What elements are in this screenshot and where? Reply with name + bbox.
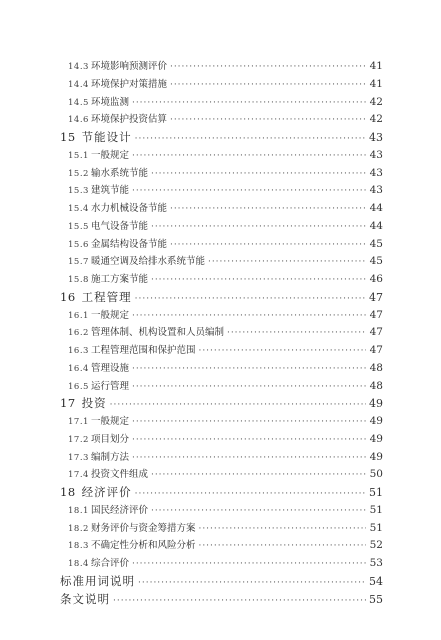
toc-entry-15-8[interactable] (68, 271, 383, 287)
toc-entry-page: 41 (369, 60, 383, 72)
toc-entry-14-5[interactable] (68, 94, 383, 110)
toc-entry-title: 一般规定 (90, 309, 129, 321)
toc-entry-number: 14.3 (68, 62, 89, 72)
toc-entry-15-1[interactable] (68, 147, 383, 163)
toc-leader-dots (132, 559, 366, 569)
toc-entry-title: 不确定性分析和风险分析 (90, 540, 196, 552)
toc-leader-dots (151, 470, 366, 480)
toc-entry-number: 18.1 (68, 505, 89, 516)
toc-entry-number: 18.2 (68, 523, 89, 534)
toc-entry-item-29[interactable] (60, 573, 383, 591)
toc-entry-page: 44 (369, 219, 383, 232)
toc-entry-page: 49 (369, 397, 383, 411)
toc-entry-number: 16.2 (68, 328, 89, 339)
toc-entry-title: 财务评价与资金筹措方案 (90, 522, 196, 534)
toc-entry-number: 15.1 (68, 150, 89, 161)
toc-leader-dots (170, 240, 366, 250)
toc-entry-18-4[interactable] (68, 555, 383, 571)
toc-entry-17-3[interactable] (68, 449, 383, 465)
toc-entry-17-2[interactable] (68, 431, 383, 447)
toc-entry-14-4[interactable] (68, 76, 383, 92)
toc-leader-dots (151, 275, 366, 285)
toc-entry-15-5[interactable] (68, 218, 383, 234)
toc-leader-dots (135, 294, 366, 304)
toc-entry-18[interactable] (60, 484, 383, 502)
toc-leader-dots (198, 541, 366, 551)
toc-entry-number: 15.3 (68, 186, 89, 197)
toc-entry-page: 50 (369, 468, 383, 481)
toc-entry-title: 管理体制、机构设置和人员编制 (90, 327, 224, 339)
toc-entry-title: 施工方案节能 (90, 274, 148, 285)
toc-entry-title: 工程管理 (81, 289, 132, 304)
toc-entry-number: 16.4 (68, 363, 89, 374)
toc-leader-dots (151, 506, 366, 516)
toc-leader-dots (170, 115, 366, 125)
toc-entry-page: 47 (369, 308, 383, 321)
toc-entry-number: 15.8 (68, 275, 89, 285)
toc-entry-number: 16.5 (68, 381, 89, 392)
toc-entry-14-3[interactable] (68, 58, 383, 74)
toc-leader-dots (208, 257, 366, 267)
toc-entry-16-5[interactable] (68, 378, 383, 394)
toc-entry-16-1[interactable] (68, 307, 383, 323)
toc-entry-title: 标准用词说明 (60, 573, 135, 588)
toc-entry-15[interactable] (60, 129, 383, 147)
toc-entry-page: 47 (369, 290, 383, 304)
toc-entry-title: 建筑节能 (90, 185, 129, 197)
toc-entry-title: 水力机械设备节能 (90, 203, 167, 214)
toc-entry-18-2[interactable] (68, 520, 383, 536)
toc-entry-title: 环境监测 (90, 96, 129, 108)
toc-entry-number: 15.2 (68, 168, 89, 179)
toc-entry-number: 14.5 (68, 97, 89, 108)
toc-entry-number: 15.6 (68, 239, 89, 250)
toc-entry-18-1[interactable] (68, 502, 383, 518)
toc-entry-page: 41 (369, 77, 383, 90)
toc-entry-page: 44 (369, 202, 383, 214)
toc-entry-number: 17 (60, 396, 76, 411)
toc-entry-page: 47 (369, 326, 383, 339)
toc-leader-dots (135, 134, 366, 144)
toc-entry-page: 42 (369, 113, 383, 126)
toc-entry-title: 编制方法 (90, 451, 129, 463)
toc-leader-dots (132, 417, 366, 427)
toc-entry-page: 49 (369, 415, 383, 427)
toc-entry-page: 43 (369, 184, 383, 197)
toc-leader-dots (227, 328, 366, 338)
toc-entry-page: 43 (369, 166, 383, 179)
toc-entry-number: 16 (60, 289, 76, 304)
toc-entry-page: 48 (369, 379, 383, 392)
toc-leader-dots (132, 151, 366, 161)
toc-entry-title: 投资 (81, 396, 107, 411)
toc-entry-number: 15.5 (68, 221, 89, 232)
toc-entry-number: 18.4 (68, 559, 89, 569)
toc-entry-16-3[interactable] (68, 342, 383, 358)
toc-entry-number: 15.7 (68, 257, 89, 268)
toc-entry-page: 55 (369, 592, 383, 606)
toc-entry-title: 国民经济评价 (90, 504, 148, 516)
toc-entry-page: 53 (369, 557, 383, 569)
toc-entry-page: 51 (369, 486, 383, 499)
toc-entry-number: 16.1 (68, 310, 89, 321)
toc-leader-dots (170, 204, 366, 214)
toc-entry-page: 51 (369, 521, 383, 534)
toc-leader-dots (110, 400, 366, 410)
toc-leader-dots (170, 62, 366, 72)
toc-entry-15-2[interactable] (68, 165, 383, 181)
toc-entry-number: 17.4 (68, 470, 89, 481)
toc-entry-title: 运行管理 (90, 380, 129, 392)
toc-entry-17[interactable] (60, 395, 383, 413)
toc-entry-16-2[interactable] (68, 324, 383, 340)
toc-entry-title: 经济评价 (81, 485, 132, 499)
toc-entry-title: 工程管理范围和保护范围 (90, 345, 196, 356)
toc-entry-number: 18.3 (68, 541, 89, 552)
toc-leader-dots (113, 596, 366, 606)
toc-entry-page: 51 (369, 503, 383, 516)
toc-entry-page: 42 (369, 95, 383, 108)
toc-leader-dots (132, 435, 366, 445)
toc-entry-title: 环境保护对策措施 (90, 78, 167, 90)
toc-entry-number: 17.2 (68, 434, 89, 445)
toc-leader-dots (135, 489, 366, 499)
toc-entry-title: 一般规定 (90, 149, 129, 161)
toc-entry-title: 环境保护投资估算 (90, 114, 167, 126)
toc-entry-title: 节能设计 (81, 130, 132, 144)
toc-entry-page: 45 (369, 255, 383, 268)
toc-leader-dots (151, 222, 366, 232)
toc-leader-dots (132, 311, 366, 321)
toc-entry-16[interactable] (60, 289, 383, 307)
toc-entry-title: 投资文件组成 (90, 469, 148, 481)
toc-entry-page: 52 (369, 539, 383, 552)
toc-entry-page: 49 (369, 432, 383, 445)
toc-leader-dots (198, 346, 366, 356)
toc-entry-title: 一般规定 (90, 416, 129, 427)
toc-entry-number: 14.4 (68, 79, 89, 90)
toc-leader-dots (132, 186, 366, 196)
toc-entry-title: 输水系统节能 (90, 167, 148, 179)
toc-leader-dots (151, 169, 366, 179)
toc-entry-number: 15.4 (68, 204, 89, 214)
toc-entry-item-30[interactable] (60, 591, 383, 609)
toc-entry-number: 16.3 (68, 346, 89, 356)
toc-entry-16-4[interactable] (68, 360, 383, 376)
toc-entry-17-4[interactable] (68, 466, 383, 482)
toc-entry-page: 49 (369, 450, 383, 463)
toc-entry-15-4[interactable] (68, 200, 383, 216)
toc-leader-dots (132, 453, 366, 463)
toc-entry-title: 金属结构设备节能 (90, 238, 167, 250)
toc-entry-page: 47 (369, 344, 383, 356)
toc-entry-page: 43 (369, 131, 383, 144)
toc-leader-dots (132, 364, 366, 374)
toc-entry-title: 环境影响预测评价 (90, 61, 167, 72)
toc-entry-15-3[interactable] (68, 182, 383, 198)
toc-entry-title: 暖通空调及给排水系统节能 (90, 256, 205, 268)
toc-entry-15-6[interactable] (68, 236, 383, 252)
toc-entry-title: 综合评价 (90, 558, 129, 569)
toc-entry-page: 54 (369, 574, 383, 588)
toc-entry-14-6[interactable] (68, 111, 383, 127)
toc-entry-18-3[interactable] (68, 537, 383, 553)
toc-entry-number: 17.3 (68, 452, 89, 463)
toc-entry-page: 43 (369, 148, 383, 161)
toc-leader-dots (170, 80, 366, 90)
toc-entry-number: 18 (60, 485, 76, 499)
toc-entry-title: 条文说明 (60, 591, 110, 606)
toc-entry-15-7[interactable] (68, 253, 383, 269)
toc-leader-dots (132, 98, 366, 108)
toc-leader-dots (138, 578, 366, 588)
toc-entry-17-1[interactable] (68, 413, 383, 429)
toc-entry-page: 46 (369, 273, 383, 285)
toc-entry-page: 45 (369, 237, 383, 250)
toc-entry-title: 项目划分 (90, 433, 129, 445)
toc-entry-title: 管理设施 (90, 362, 129, 374)
toc-entry-number: 15 (60, 130, 76, 144)
toc-entry-title: 电气设备节能 (90, 220, 148, 232)
toc-entry-number: 17.1 (68, 417, 89, 427)
toc-entry-page: 48 (369, 361, 383, 374)
toc-leader-dots (132, 382, 366, 392)
toc-entry-number: 14.6 (68, 115, 89, 126)
toc-leader-dots (198, 524, 366, 534)
